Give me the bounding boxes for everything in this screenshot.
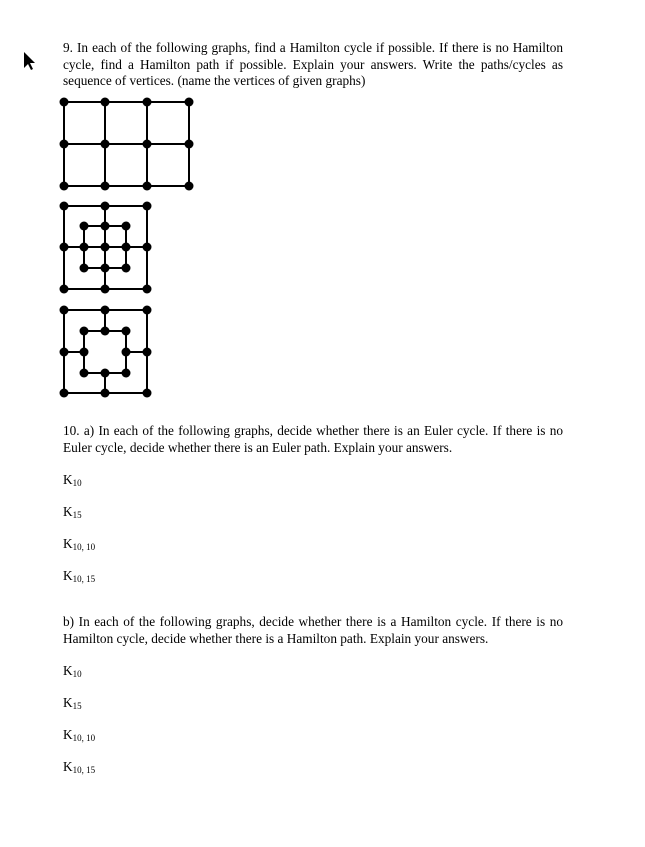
mouse-pointer-icon: [21, 51, 37, 71]
q10a-item-k10: $K_{10}$: [63, 472, 82, 488]
vertex: [101, 243, 110, 252]
graph-3-vertices: [60, 306, 152, 398]
vertex: [122, 243, 131, 252]
question-10b-text: b) In each of the following graphs, decide whether there is a Hamilton cycle. If there is no Hamilton cycle, decide whether there is a Hamilton path. Explain your answers.: [63, 614, 563, 646]
vertex: [143, 243, 152, 252]
vertex: [80, 264, 89, 273]
graph-1-edges: [64, 102, 189, 186]
question-10a-text: 10. a) In each of the following graphs, decide whether there is an Euler cycle. If there is no Euler cycle, decide whether there is an Euler path. Explain your answers.: [63, 423, 563, 455]
vertex: [101, 182, 110, 191]
vertex: [60, 182, 69, 191]
graph-2-vertices: [60, 202, 152, 294]
vertex: [60, 98, 69, 107]
vertex: [122, 264, 131, 273]
vertex: [143, 306, 152, 315]
q10a-item-k10-15: $K_{10, 15}$: [63, 568, 96, 584]
vertex: [101, 389, 110, 398]
vertex: [143, 202, 152, 211]
vertex: [101, 285, 110, 294]
vertex: [143, 98, 152, 107]
graph-1-vertices: [60, 98, 194, 191]
vertex: [60, 202, 69, 211]
vertex: [143, 348, 152, 357]
graph-2-edges: [64, 206, 147, 289]
vertex: [101, 98, 110, 107]
graph-3-edges: [64, 310, 147, 393]
vertex: [143, 182, 152, 191]
vertex: [80, 243, 89, 252]
vertex: [101, 222, 110, 231]
vertex: [101, 327, 110, 336]
q10a-item-k15: $K_{15}$: [63, 504, 82, 520]
vertex: [80, 348, 89, 357]
vertex: [60, 389, 69, 398]
vertex: [80, 327, 89, 336]
vertex: [101, 264, 110, 273]
vertex: [60, 306, 69, 315]
q10b-item-k10-10: $K_{10, 10}$: [63, 727, 96, 743]
q10b-item-k10: $K_{10}$: [63, 663, 82, 679]
q10b-item-k15: $K_{15}$: [63, 695, 82, 711]
vertex: [101, 306, 110, 315]
question-9-text: 9. In each of the following graphs, find a Hamilton cycle if possible. If there is no Hamilton cycle, find a Hamilton path if possible. Explain your answers. Write the paths/cycles as sequence of vertices. (name the vertices of given graphs): [63, 40, 563, 88]
vertex: [101, 369, 110, 378]
vertex: [185, 98, 194, 107]
q10a-item-k10-10: $K_{10, 10}$: [63, 536, 96, 552]
vertex: [143, 389, 152, 398]
vertex: [60, 140, 69, 149]
vertex: [80, 369, 89, 378]
vertex: [80, 222, 89, 231]
vertex: [122, 369, 131, 378]
vertex: [122, 327, 131, 336]
vertex: [143, 285, 152, 294]
vertex: [60, 348, 69, 357]
vertex: [101, 202, 110, 211]
vertex: [101, 140, 110, 149]
vertex: [122, 222, 131, 231]
vertex: [60, 243, 69, 252]
q10b-item-k10-15: $K_{10, 15}$: [63, 759, 96, 775]
vertex: [122, 348, 131, 357]
vertex: [60, 285, 69, 294]
vertex: [185, 140, 194, 149]
vertex: [185, 182, 194, 191]
vertex: [143, 140, 152, 149]
